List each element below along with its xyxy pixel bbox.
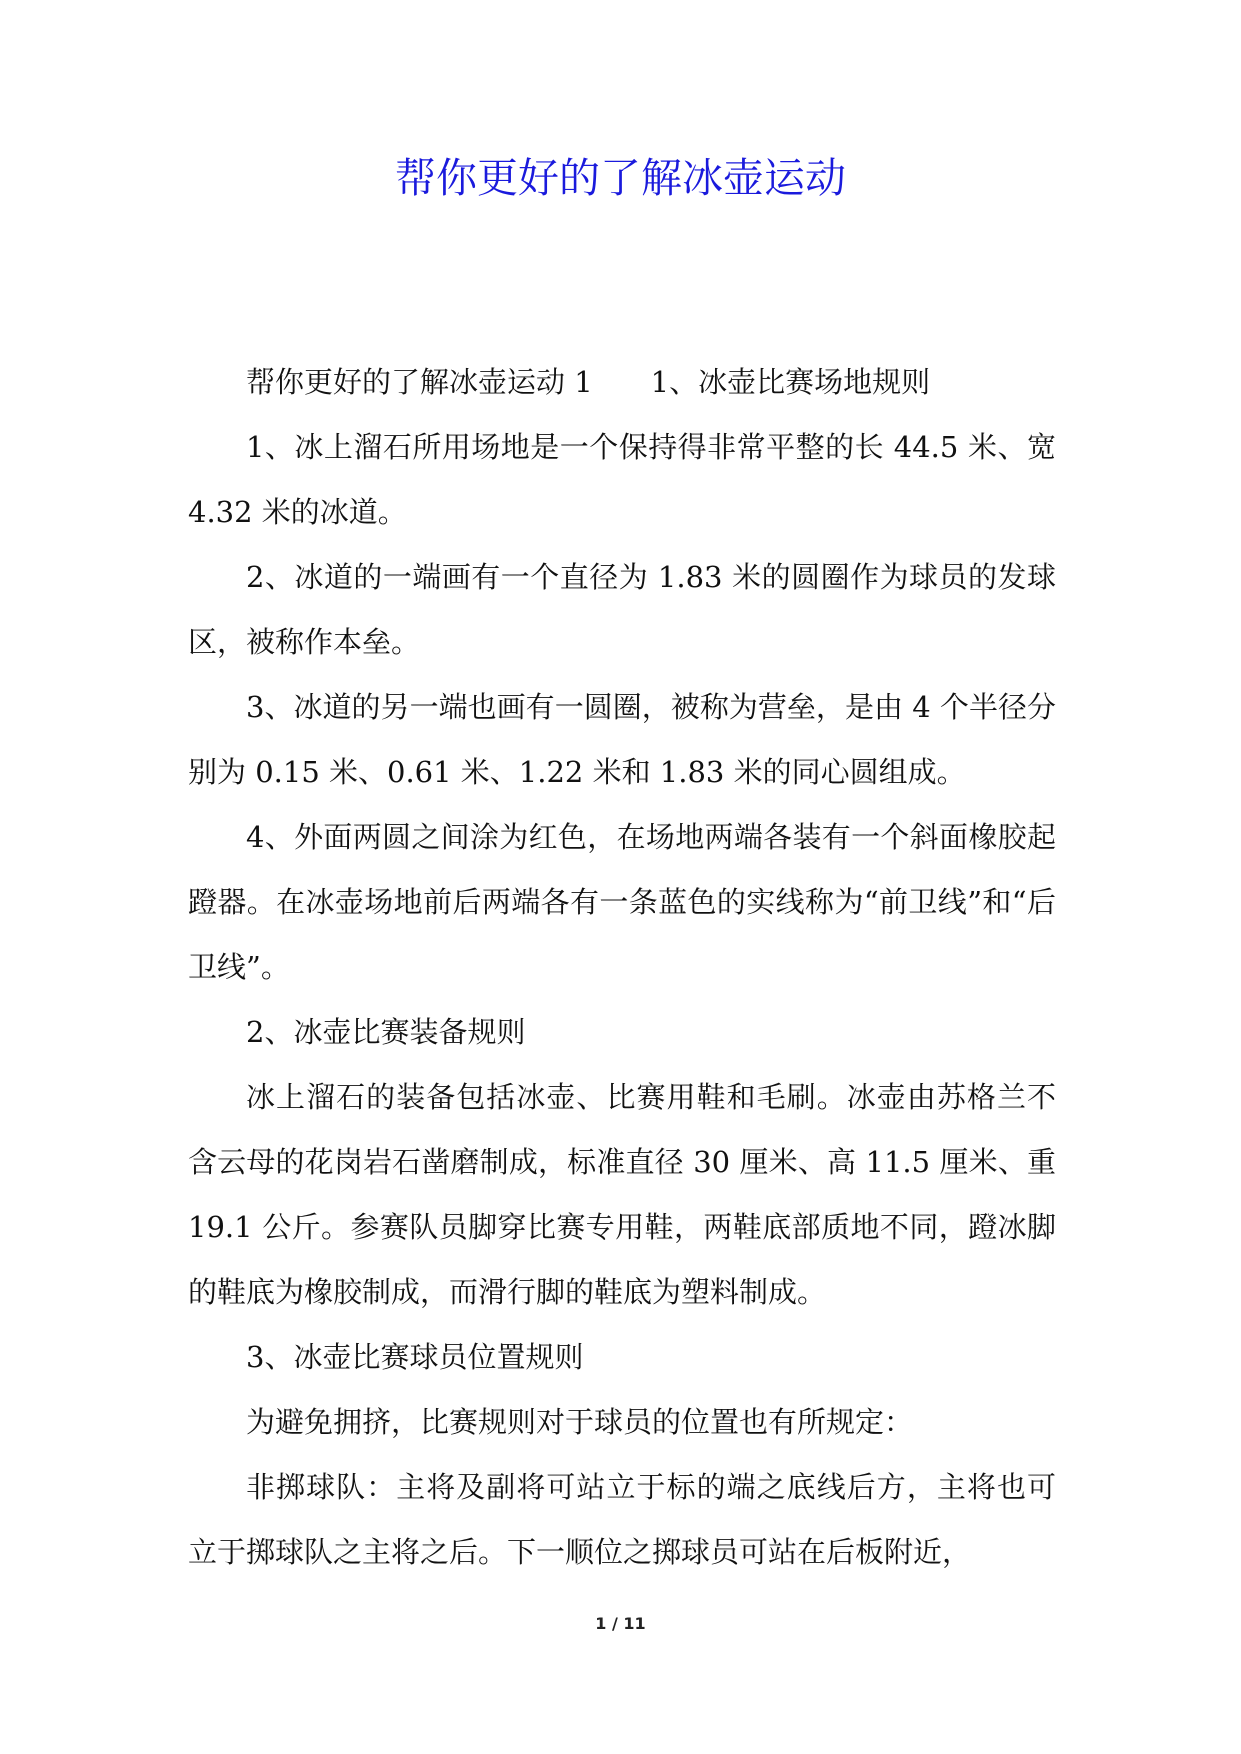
- paragraph: 4、外面两圆之间涂为红色，在场地两端各装有一个斜面橡胶起蹬器。在冰壶场地前后两端各有一条蓝色的实线称为“前卫线”和“后卫线”。: [188, 820, 1056, 984]
- section-heading: 2、冰壶比赛装备规则: [246, 1015, 526, 1049]
- paragraph: 1、冰上溜石所用场地是一个保持得非常平整的长 44.5 米、宽 4.32 米的冰道。: [188, 430, 1066, 529]
- paragraph: 冰上溜石的装备包括冰壶、比赛用鞋和毛刷。冰壶由苏格兰不含云母的花岗岩石凿磨制成，标准直径 30 厘米、高 11.5 厘米、重 19.1 公斤。参赛队员脚穿比赛专用鞋，两鞋底部质地不同，蹬冰脚的鞋底为橡胶制成，而滑行脚的鞋底为塑料制成。: [188, 1080, 1066, 1309]
- paragraph: 为避免拥挤，比赛规则对于球员的位置也有所规定：: [246, 1405, 914, 1439]
- section-heading: 3、冰壶比赛球员位置规则: [246, 1340, 584, 1374]
- paragraph: 2、冰道的一端画有一个直径为 1.83 米的圆圈作为球员的发球区，被称作本垒。: [188, 560, 1056, 659]
- paragraph: 3、冰道的另一端也画有一圆圈，被称为营垒，是由 4 个半径分别为 0.15 米、0.61 米、1.22 米和 1.83 米的同心圆组成。: [188, 690, 1056, 789]
- paragraph: 非掷球队：主将及副将可站立于标的端之底线后方，主将也可立于掷球队之主将之后。下一顺位之掷球员可站在后板附近，: [188, 1470, 1056, 1569]
- document-body: [188, 350, 1066, 1585]
- paragraph: 帮你更好的了解冰壶运动 1 1、冰壶比赛场地规则: [246, 365, 931, 399]
- page-number: 1 / 11: [595, 1614, 646, 1633]
- document-title: 帮你更好的了解冰壶运动: [395, 154, 846, 202]
